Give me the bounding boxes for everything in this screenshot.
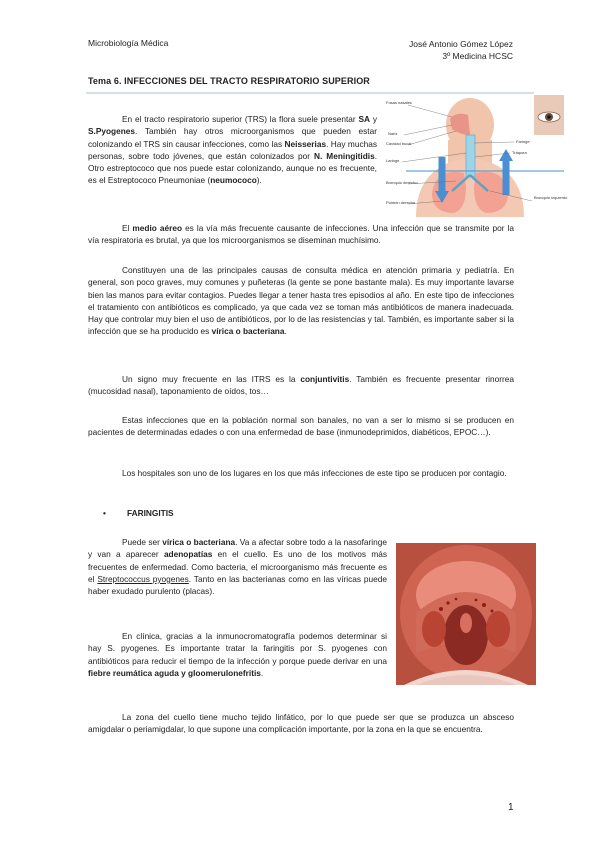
page-number: 1 (508, 802, 514, 813)
label-traquea: Tráquea (512, 150, 527, 155)
label-pulmon-derecho: Pulmón derecho (386, 200, 416, 205)
section-faringitis-label: FARINGITIS (127, 508, 174, 518)
label-cavidad-bucal: Cavidad bucal (386, 141, 412, 146)
label-nariz: Nariz (388, 131, 398, 136)
label-faringe: Faringe (516, 139, 530, 144)
header-author-name: José Antonio Gómez López (409, 39, 513, 49)
label-bronquio-derecho: Bronquio derecho (386, 180, 418, 185)
pharyngitis-photo (396, 543, 536, 685)
bullet-mark: • (103, 508, 106, 518)
paragraph-flora: En el tracto respiratorio superior (TRS) la flora suele presentar SA y S.Pyogenes. También hay otros microorganismos que pueden estar colonizando el TRS sin causar infecciones, como las Neisserias. Hay muchas personas, sobre todo jóvenes, que están colonizados por N. Meningitidis. Otro estreptococo que nos puede estar colonizando, aunque no es frecuente, es el Estreptococo Pneumoniae (neumococo). (88, 114, 377, 186)
header-author (409, 38, 513, 62)
label-bronquio-izquierdo: Bronquio izquierdo (534, 195, 568, 200)
paragraph-faringitis: Puede ser vírica o bacteriana. Va a afectar sobre todo a la nasofaringe y van a aparecer adenopatías en el cuello. Es uno de los motivos más frecuentes de enfermedad. Como bacteria, el microorganismo más frecuente es el Streptococcus pyogenes. Tanto en las bacterianas como en las víricas puede haber exudado purulento (placas). (88, 537, 388, 597)
header-subject: Microbiología Médica (88, 38, 169, 48)
respiratory-tract-figure (386, 95, 568, 217)
page-title: Tema 6. INFECCIONES DEL TRACTO RESPIRATORIO SUPERIOR (88, 76, 370, 86)
label-fosas-nasales: Fosas nasales (386, 100, 412, 105)
paragraph-hospitales: Los hospitales son uno de los lugares en los que más infecciones de este tipo se producen por contagio. (122, 468, 507, 478)
paragraph-absceso: La zona del cuello tiene mucho tejido linfático, por lo que puede ser que se produzca un absceso amigdalar o periamigdalar, lo que supone una complicación importante, por la zona en la que se encuentra. (88, 712, 514, 735)
title-underline (86, 92, 534, 94)
paragraph-conjuntivitis: Un signo muy frecuente en las ITRS es la conjuntivitis. También es frecuente presentar rinorrea (mucosidad nasal), taponamiento de oídos, tos… (88, 374, 514, 397)
label-laringe: Laringe (386, 158, 400, 163)
paragraph-medio-aereo: El medio aéreo es la vía más frecuente causante de infecciones. Una infección que se transmite por la vía respiratoria es brutal, ya que los microorganismos se diseminan muchísimo. (88, 223, 514, 246)
respiratory-diagram (386, 95, 568, 217)
throat-image (396, 543, 536, 685)
paragraph-poblacion: Estas infecciones que en la población normal son banales, no van a ser lo mismo si se producen en pacientes de determinadas edades o con una enfermedad de base (inmunodeprimidos, diabéticos, EPOC…). (88, 415, 514, 438)
section-faringitis (103, 508, 174, 518)
paragraph-clinica: En clínica, gracias a la inmunocromatografía podemos determinar si hay S. pyogenes. Es importante tratar la faringitis por S. pyogenes con antibióticos para reducir el tiempo de la infección y porque puede derivar en una fiebre reumática aguda y gloomerulonefritis. (88, 631, 387, 678)
paragraph-consulta: Constituyen una de las principales causas de consulta médica en atención primaria y pediatría. En general, son poco graves, muy comunes y puñeteras (la gente se pone bastante mala). Es muy importante lavarse bien las manos para evitar contagios. Puedes llegar a tener hasta tres episodios al año. En este tipo de infecciones el tratamiento con antibióticos es complicado, ya que cada vez se toman más antibióticos de manera inadecuada. Hay que controlar muy bien el uso de antibióticos, por lo de las resistencias y tal. También, es importante saber si la infección que se ha producido es vírica o bacteriana. (88, 265, 514, 337)
header-course: 3º Medicina HCSC (442, 51, 513, 61)
